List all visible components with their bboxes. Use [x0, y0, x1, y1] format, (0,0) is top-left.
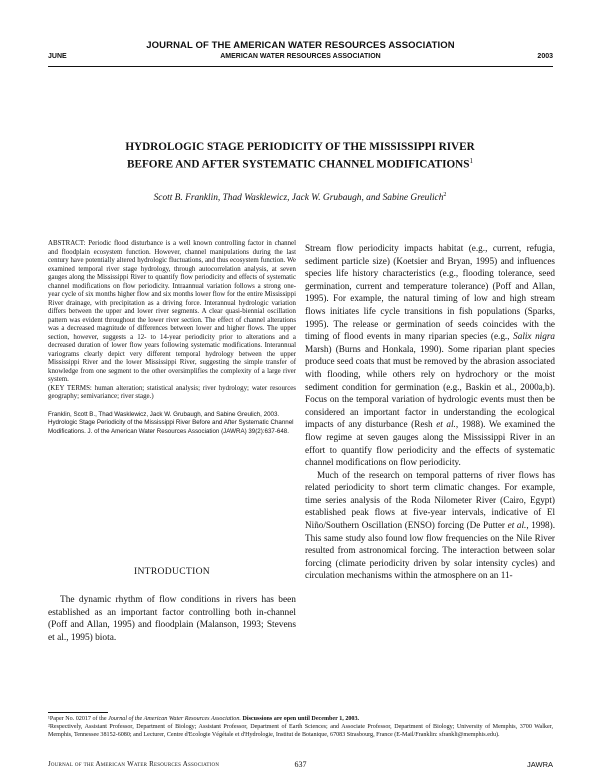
issue-month: JUNE: [48, 53, 67, 60]
species-name: Salix nigra: [513, 331, 555, 342]
footnote-1-text: ¹Paper No. 02017 of the: [48, 716, 107, 722]
discussion-notice: Discussions are open until December 1, 2003.: [242, 716, 360, 722]
journal-header: [48, 40, 553, 67]
footnotes: [48, 712, 553, 739]
title-line-1: HYDROLOGIC STAGE PERIODICITY OF THE MISSISSIPPI RIVER: [125, 141, 475, 153]
title-line-2-text: BEFORE AND AFTER SYSTEMATIC CHANNEL MODIFICATIONS: [127, 158, 470, 171]
header-row: [48, 53, 553, 65]
introduction-paragraph: The dynamic rhythm of flow conditions in rivers has been established as an important factor controlling both in-channel (Poff and Allan, 1995) and floodplain (Malanson, 1993; Stevens et al., 1995) biota.: [48, 595, 296, 643]
right-p1-part-c: , 1988). We examined the flow regime at seven gauges along the Mississippi River in an effort to quantify flow periodicity and the effects of systematic channel modifications on flow periodicity.: [305, 419, 555, 468]
abstract-text: ABSTRACT: Periodic flood disturbance is a well known controlling factor in channel and floodplain ecosystem function. However, channel manipulations during the last century have potentially altered hydrologic fluctuations, and thus ecosystem function. We examined temporal river stage hydrology, through autocorrelation analysis, at seven gauges along the Mississippi River to quantify flow periodicity and effects of systematic channel modifications on flow periodicity. Intraannual variation follows a strong one-year cycle of six months higher flow and six months lower flow for the entire Mississippi River drainage, with precipitation as a driving force. Interannual hydrologic variation differs between the upper and lower river segments. A clear quasi-biennial oscillation pattern was evident throughout the lower river section. The effect of channel alterations was a decreased magnitude of differences between lower and higher flows. The upper section, however, suggests a 12- to 14-year periodicity prior to alterations and a decreased duration of lower flow years following systematic modifications. Interannual variograms clearly depict very different temporal hydrology between the upper Mississippi River and the lower Mississippi River, suggesting the simple transfer of knowledge from one segment to the other oversimplifies the complexity of a large river system.: [48, 240, 296, 383]
key-terms: (KEY TERMS: human alteration; statistical analysis; river hydrology; water resources geography; semivariance; river stage.): [48, 384, 296, 400]
footer-abbrev: JAWRA: [527, 760, 553, 769]
right-paragraph-1: [305, 242, 555, 469]
author-list: [60, 192, 540, 203]
paper-title: [60, 140, 540, 172]
journal-title: JOURNAL OF THE AMERICAN WATER RESOURCES ASSOCIATION: [146, 40, 455, 51]
et-al-2: et al.: [507, 520, 527, 531]
page-footer: [48, 760, 553, 772]
right-p2-part-b: , 1998). This same study also found low flow frequencies on the Nile River resulted from astronomical forcing. The interaction between solar forcing (climate periodicity driven by solar intensity cycles) and circulation mechanisms within the atmosphere on an 11-: [305, 520, 556, 581]
footer-journal: Journal of the American Water Resources Association: [48, 760, 220, 768]
author-names: Scott B. Franklin, Thad Wasklewicz, Jack W. Grubaugh, and Sabine Greulich: [153, 193, 444, 204]
right-p2-part-a: Much of the research on temporal patterns of river flows has related periodicity to short term climatic changes. For example, time series analysis of the Roda Nilometer River (Cairo, Egypt) established peak flows at five-year intervals, indicative of El Niño/Southern Oscillation (ENSO) forcing (De Putter: [305, 469, 555, 531]
et-al-1: et al.: [436, 419, 456, 430]
right-p1-part-a: Stream flow periodicity impacts habitat (e.g., current, refugia, sediment particle size) (Koetsier and Bryan, 1995) and influences species life history characteristics (e.g., flooding tolerance, seed germination, current and temperature tolerance) (Poff and Allan, 1995). For example, the natural timing of low and high stream flows initiates life cycle transitions in fish populations (Sparks, 1995). The release or germination of seeds coincides with the timing of flood events in many riparian species (e.g.,: [305, 243, 555, 342]
footnote-1: [48, 715, 553, 723]
left-column: [48, 240, 296, 436]
right-paragraph-2: [305, 469, 555, 582]
title-footnote-mark: 1: [469, 157, 473, 165]
author-footnote-mark: 2: [443, 192, 447, 198]
footnote-separator: [48, 712, 108, 713]
association-name: AMERICAN WATER RESOURCES ASSOCIATION: [220, 53, 381, 60]
page-number: 637: [294, 760, 307, 769]
right-column: [305, 242, 555, 582]
title-line-2: [60, 154, 540, 172]
introduction-heading: INTRODUCTION: [133, 566, 211, 577]
footnote-1-journal: Journal of the American Water Resources Association.: [108, 716, 241, 722]
right-p1-part-b: Marsh) (Burns and Honkala, 1990). Some riparian plant species produce seed coats that must be removed by the abrasion associated with flooding, while others rely on hydrochory or the moist sediment condition for germination (e.g., Baskin et al., 2000a,b). Focus on the temporal variation of hydrologic events must then be considered an important factor in understanding the ecological impacts of any disturbance (Resh: [305, 343, 555, 430]
header-rule: [48, 66, 553, 67]
issue-year: 2003: [537, 53, 553, 60]
citation-text: Franklin, Scott B., Thad Wasklewicz, Jack W. Grubaugh, and Sabine Greulich, 2003. Hydrologic Stage Periodicity of the Mississippi River Before and After Systematic Channel Modifications. J. of the American Water Resources Association (JAWRA) 39(2):637-648.: [48, 410, 294, 435]
footnote-2: ²Respectively, Assistant Professor, Department of Biology; Assistant Professor, Department of Earth Sciences; and Associate Professor, Department of Biology; University of Memphis, 3700 Walker, Memphis, Tennessee 38152-6080; and Lecturer, Centre d'Ecologie Végétale et d'Hydrologie, Institut de Botanique, 67083 Strasbourg, France (E-Mail/Franklin: sfrankli@memphis.edu).: [48, 724, 553, 738]
